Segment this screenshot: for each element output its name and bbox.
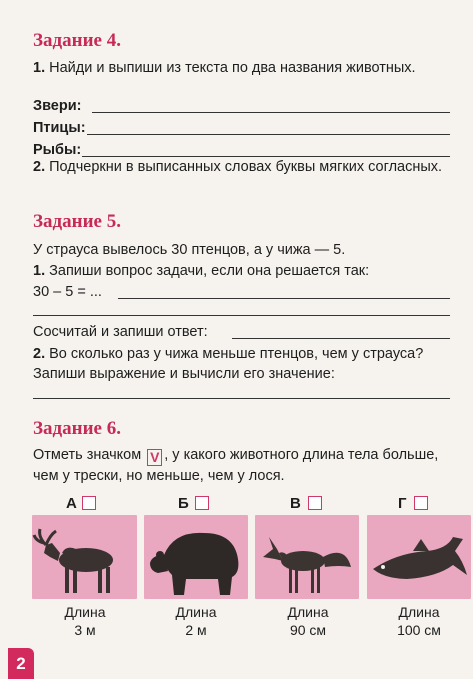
task5-intro: У страуса вывелось 30 птенцов, а у чижа — 5.: [33, 242, 346, 258]
task5-question-1: [33, 261, 448, 281]
fox-picture: [255, 515, 359, 599]
task4-q1-number: 1.: [33, 60, 46, 76]
caption-a-length: 3 м: [74, 622, 96, 638]
task5-q2-text: Во сколько раз у чижа меньше птенцов, чем у страуса? Запиши выражение и вычисли его значение:: [33, 346, 424, 382]
cod-picture: [367, 515, 471, 599]
caption-v-label: Длина: [287, 604, 329, 620]
task4-title: Задание 4.: [33, 30, 121, 51]
checkmark-v-icon: V: [147, 449, 162, 466]
answer-line-beasts[interactable]: [92, 112, 450, 113]
task6-instruction: [33, 445, 453, 487]
option-letter-a: А: [66, 495, 77, 512]
task5-expression: 30 – 5 = ...: [33, 284, 102, 300]
answer-line-birds[interactable]: [87, 134, 450, 135]
task5-title: Задание 5.: [33, 211, 121, 232]
answer-line-question-2[interactable]: [33, 315, 450, 316]
answer-line-expression[interactable]: [33, 398, 450, 399]
task5-q1-text: Запиши вопрос задачи, если она решается так:: [49, 263, 370, 279]
fish-icon: [367, 515, 471, 599]
caption-g: [379, 603, 459, 639]
task4-q2-text: Подчеркни в выписанных словах буквы мягких согласных.: [49, 159, 443, 175]
task4-q2-number: 2.: [33, 159, 46, 175]
caption-b: [156, 603, 236, 639]
task6-text-after: , у какого животного длина тела больше, чем у трески, но меньше, чем у лося.: [33, 447, 439, 484]
page-number: 2: [8, 648, 34, 679]
answer-line-result[interactable]: [232, 338, 450, 339]
task4-question-1: [33, 58, 448, 78]
caption-g-label: Длина: [398, 604, 440, 620]
caption-g-length: 100 см: [397, 622, 441, 638]
bear-picture: [144, 515, 248, 599]
caption-v: [268, 603, 348, 639]
task5-q2-number: 2.: [33, 346, 46, 362]
task5-question-2: [33, 344, 448, 384]
task4-q1-text: Найди и выпиши из текста по два названия животных.: [49, 60, 416, 76]
moose-icon: [32, 515, 137, 599]
checkbox-v[interactable]: [308, 496, 322, 510]
option-letter-g: Г: [398, 495, 407, 512]
answer-line-question[interactable]: [118, 298, 450, 299]
label-birds: Птицы:: [33, 120, 86, 136]
caption-a-label: Длина: [64, 604, 106, 620]
task5-q1-number: 1.: [33, 263, 46, 279]
fox-icon: [255, 515, 359, 599]
checkbox-g[interactable]: [414, 496, 428, 510]
caption-b-label: Длина: [175, 604, 217, 620]
caption-v-length: 90 см: [289, 622, 327, 638]
task5-answer-prompt: Сосчитай и запиши ответ:: [33, 324, 208, 340]
label-fish: Рыбы:: [33, 142, 82, 158]
task6-title: Задание 6.: [33, 418, 121, 439]
bear-icon: [144, 515, 248, 599]
caption-b-length: 2 м: [185, 622, 207, 638]
label-beasts: Звери:: [33, 98, 82, 114]
moose-picture: [32, 515, 137, 599]
option-letter-v: В: [290, 495, 301, 512]
checkbox-b[interactable]: [195, 496, 209, 510]
checkbox-a[interactable]: [82, 496, 96, 510]
caption-a: [45, 603, 125, 639]
task6-text-before: Отметь значком: [33, 447, 142, 463]
option-letter-b: Б: [178, 495, 189, 512]
task4-question-2: [33, 157, 448, 177]
